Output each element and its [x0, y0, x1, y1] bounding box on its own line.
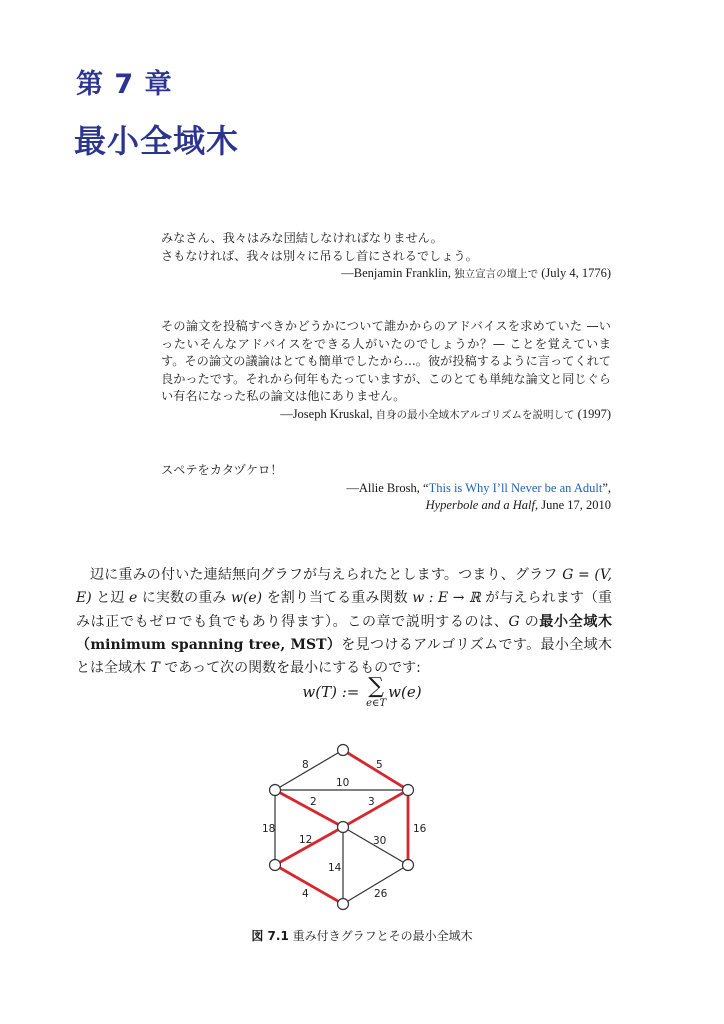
vertex-center [338, 822, 349, 833]
vertex-lower-right [403, 860, 414, 871]
epigraph-franklin [161, 230, 611, 284]
edge-8 [275, 750, 343, 790]
edge-12-mst [275, 827, 343, 865]
epigraph-kruskal [161, 318, 611, 425]
edge-label: 3 [368, 796, 375, 808]
edge-label: 26 [374, 888, 388, 900]
edge-label: 8 [302, 759, 309, 771]
edge-label: 18 [262, 823, 276, 835]
vertex-bottom [338, 899, 349, 910]
epigraph-attribution-line2: Hyperbole and a Half, June 17, 2010 [425, 498, 611, 512]
term-mst: 最小全域木 [539, 613, 613, 630]
vertex-lower-left [270, 860, 281, 871]
weighted-graph-figure [256, 738, 436, 918]
edge-label: 4 [302, 888, 309, 900]
mst-formula: w(T) := ∑ e∈T w(e) [302, 674, 422, 709]
sum-symbol: ∑ [368, 674, 384, 699]
edge-label: 10 [336, 777, 350, 789]
body-paragraph: 辺に重みの付いた連結無向グラフが与えられたとします。つまり、グラフ G = (V, E) と辺 e に実数の重み w(e) を割り当てる重み関数 w : E → ℝ が与えられます（重みは正でもゼロでも負でもあり得ます）。この章で説明するのは、G の最小全域木（minimum spanning tree, MST）を見つけるアルゴリズムです。最小全域木とは全域木 T であって次の関数を最小にするものです: [76, 567, 613, 677]
chapter-title: 最小全域木 [74, 122, 240, 160]
edge-label: 5 [376, 759, 383, 771]
edge-label: 30 [373, 835, 387, 847]
epigraph-attribution: —Allie Brosh, “This is Why I’ll Never be an Adult”, [346, 480, 611, 495]
epigraph-line: みなさん、我々はみな団結しなければなりません。 [161, 231, 443, 245]
edge-3-mst [343, 790, 408, 827]
edge-label: 2 [310, 796, 317, 808]
figure-number: 図 7.1 [251, 929, 289, 943]
epigraph-attribution: —Joseph Kruskal, 自身の最小全域木アルゴリズムを説明して (1997) [280, 406, 611, 421]
epigraph-brosh [161, 462, 611, 515]
epigraph-text: スペテをカタヅケロ！ [161, 463, 283, 477]
edge-label: 12 [299, 834, 313, 846]
figure-caption: 図 7.1 重み付きグラフとその最小全域木 [251, 929, 473, 943]
epigraph-attribution: —Benjamin Franklin, 独立宣言の壇上で (July 4, 1776) [341, 266, 611, 280]
epigraph-line: さもなければ、我々は別々に吊るし首にされるでしょう。 [161, 248, 478, 263]
epigraph-link[interactable]: This is Why I’ll Never be an Adult [428, 480, 603, 495]
edge-2-mst [275, 790, 343, 827]
edge-label: 14 [328, 862, 342, 874]
vertex-top [338, 745, 349, 756]
vertex-upper-left [270, 785, 281, 796]
vertex-upper-right [403, 785, 414, 796]
edge-label: 16 [413, 823, 427, 835]
chapter-label: 第 7 章 [76, 69, 173, 100]
epigraph-text: その論文を投稿すべきかどうかについて誰かからのアドバイスを求めていた —いったいそんなアドバイスをできる人がいたのでしょうか？— ことを覚えています。その論文の議論はとても簡単でしたから...。彼が投稿するように言ってくれて良かったです。それから何年もたっていますが、このとても単純な論文と同じぐらい有名になった私の論文は他にありません。 [161, 319, 611, 404]
